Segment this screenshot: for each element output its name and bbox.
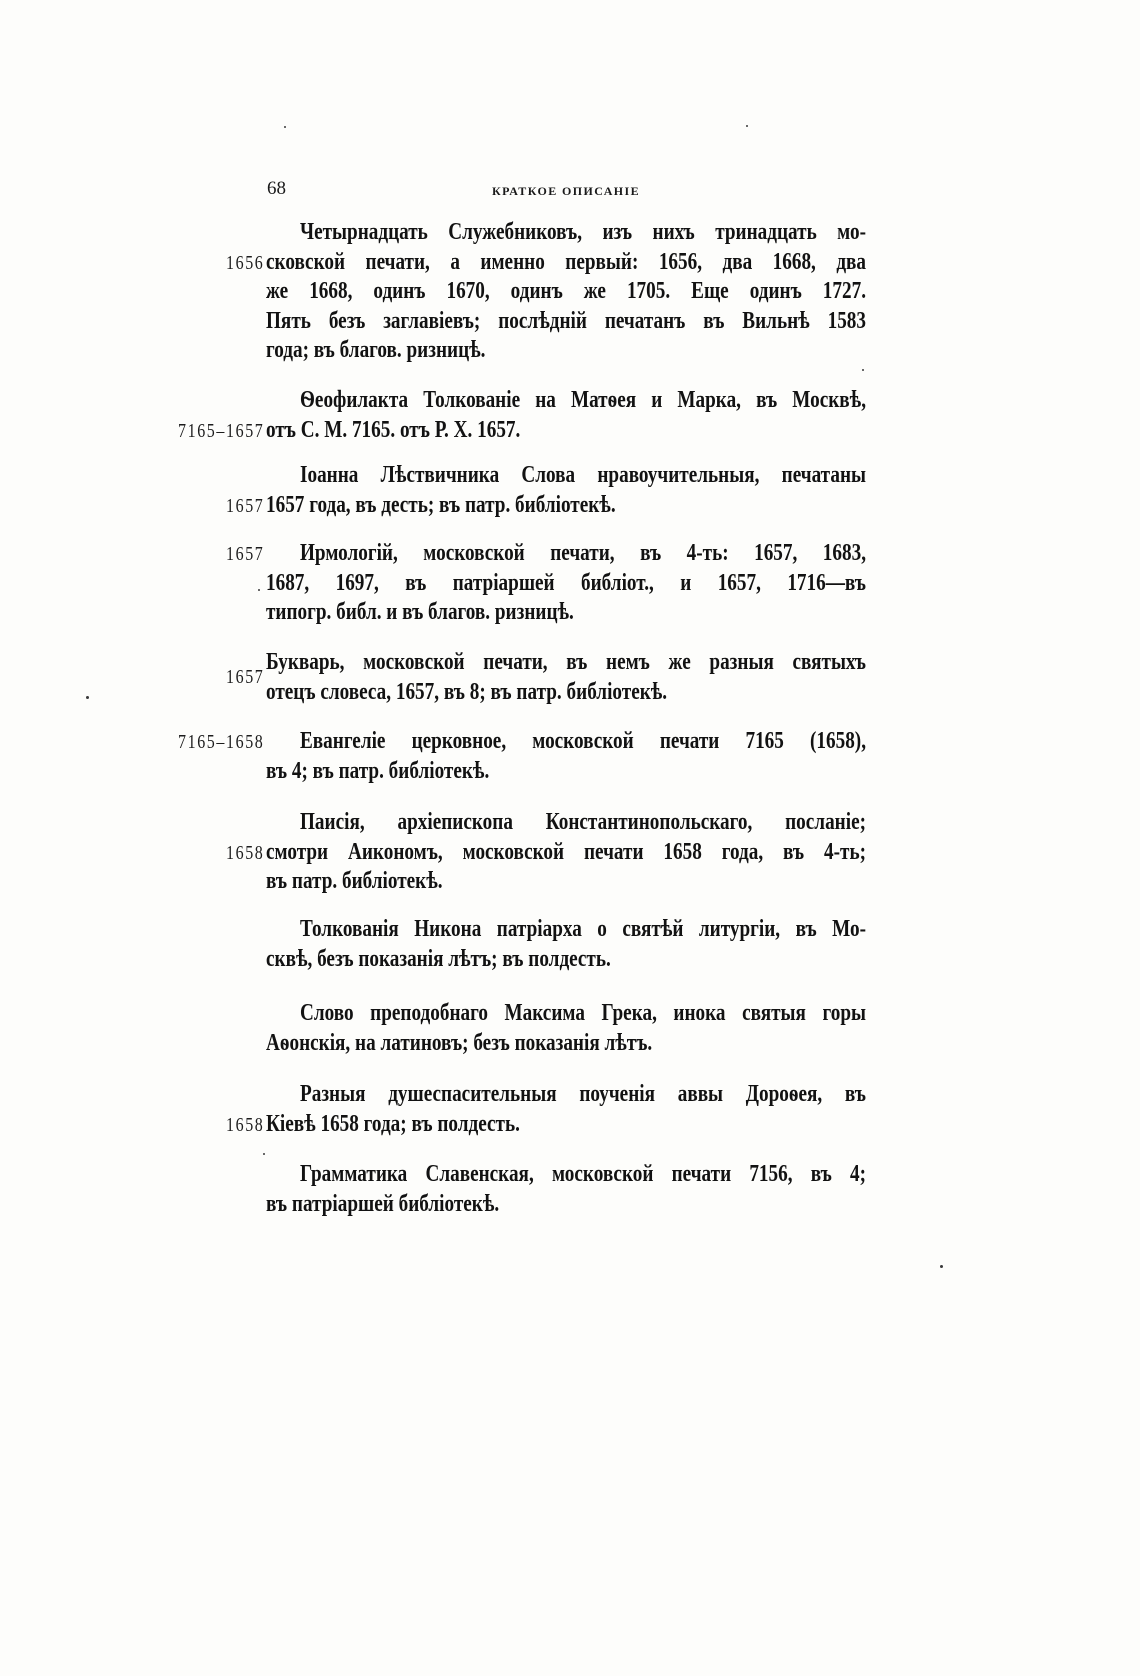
margin-date: 7165–1658	[178, 731, 265, 753]
entry-line: Толкованія Никона патріарха о святѣй литургіи, въ Мо-	[300, 916, 866, 942]
entry-line: 1657 1657 года, въ десть; въ патр. библіотекѣ.	[266, 491, 866, 521]
catalog-entry	[226, 218, 866, 366]
catalog-entry	[266, 915, 866, 974]
margin-date: 7165–1657	[178, 419, 265, 442]
margin-date: 1657	[226, 543, 265, 565]
catalog-entry	[178, 386, 866, 445]
entry-line: 1657 Букварь, московской печати, въ немъ же разныя святыхъ	[266, 648, 866, 678]
catalog-entry	[266, 999, 866, 1058]
entry-line: 7165–1657 отъ С. М. 7165. отъ Р. Х. 1657.	[266, 416, 866, 446]
entry-line: въ патр. библіотекѣ.	[266, 868, 443, 894]
margin-date: 1657	[226, 666, 265, 688]
entry-line: въ 4; въ патр. библіотекѣ.	[266, 757, 490, 784]
entry-line: въ патріаршей библіотекѣ.	[266, 1190, 500, 1217]
catalog-entry	[178, 727, 866, 786]
entry-line: 1656 сковской печати, а именно первый: 1656, два 1668, два	[266, 248, 866, 278]
entry-line: Четырнадцать Служебниковъ, изъ нихъ тринадцать мо-	[300, 219, 866, 245]
catalog-entry	[226, 808, 866, 897]
catalog-entry	[226, 461, 866, 520]
entry-line: 1687, 1697, въ патріаршей библіот., и 1657, 1716—въ	[266, 569, 866, 596]
margin-date: 1658	[226, 1113, 265, 1136]
entry-line: типогр. библ. и въ благов. ризницѣ.	[266, 599, 574, 625]
catalog-entry	[266, 1160, 866, 1219]
entry-line: Паисія, архіепископа Константинопольскаго, посланіе;	[300, 809, 866, 835]
entry-line: Пять безъ заглавіевъ; послѣдній печатанъ въ Вильнѣ 1583	[266, 307, 866, 334]
catalog-entry	[226, 539, 866, 628]
entry-line: сквѣ, безъ показанія лѣтъ; въ полдесть.	[266, 945, 611, 972]
entry-line: Ѳеофилакта Толкованіе на Матѳея и Марка, въ Москвѣ,	[300, 387, 866, 413]
margin-date: 1656	[226, 251, 265, 274]
entry-line: Аѳонскія, на латиновъ; безъ показанія лѣтъ.	[266, 1029, 653, 1056]
catalog-entry	[226, 1080, 866, 1139]
entry-line: же 1668, одинъ 1670, одинъ же 1705. Еще одинъ 1727.	[266, 278, 866, 304]
entry-line: 1658 Кіевѣ 1658 года; въ полдесть.	[266, 1110, 866, 1140]
entry-line: Разныя душеспасительныя поученія аввы Дороѳея, въ	[300, 1081, 866, 1107]
entry-line: 1658 смотри Аикономъ, московской печати 1658 года, въ 4-ть;	[266, 838, 866, 868]
entry-line: года; въ благов. ризницѣ.	[266, 337, 486, 363]
scan-speck	[263, 1153, 265, 1155]
margin-date: 1658	[226, 841, 265, 864]
entry-line: Грамматика Славенская, московской печати 7156, въ 4;	[300, 1161, 866, 1187]
scan-speck	[940, 1265, 943, 1268]
catalog-entry	[226, 648, 866, 707]
running-title: КРАТКОЕ ОПИСАНІЕ	[492, 184, 640, 198]
entry-line: 7165–1658 Евангеліе церковное, московской печати 7165 (1658),	[266, 727, 866, 757]
entry-line: 1657 Ирмологій, московской печати, въ 4-ть: 1657, 1683,	[266, 539, 866, 569]
body-text	[178, 0, 866, 1676]
page-number: 68	[267, 178, 286, 199]
entry-line: Слово преподобнаго Максима Грека, инока святыя горы	[300, 1000, 866, 1026]
scan-speck	[86, 696, 89, 699]
scan-speck	[258, 589, 260, 591]
margin-date: 1657	[226, 494, 265, 517]
entry-line: отецъ словеса, 1657, въ 8; въ патр. библіотекѣ.	[266, 678, 668, 705]
entry-line: Іоанна Лѣствичника Слова нравоучительныя, печатаны	[300, 462, 866, 488]
